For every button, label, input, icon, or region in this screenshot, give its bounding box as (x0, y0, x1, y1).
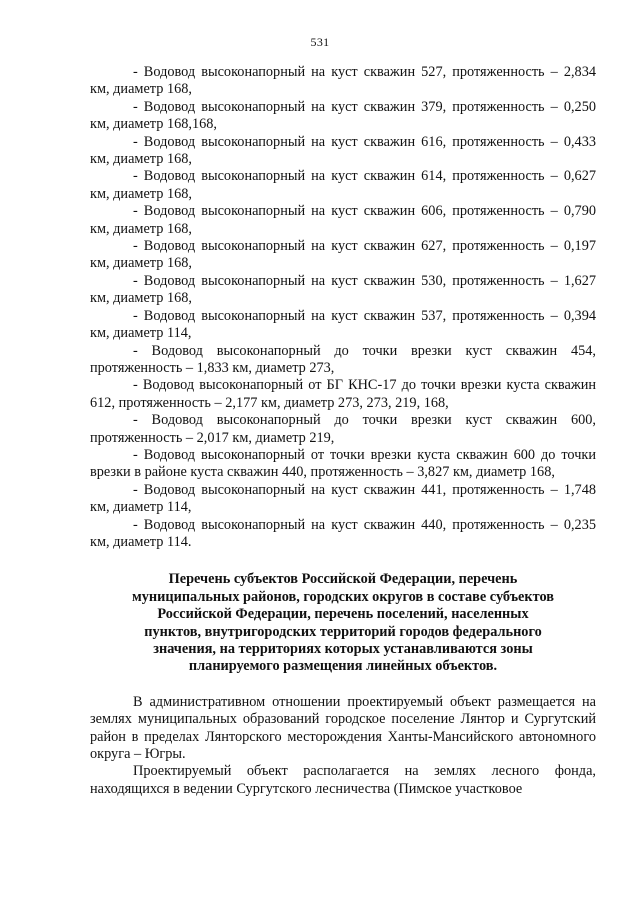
body-paragraph: Проектируемый объект располагается на землях лесного фонда, находящихся в ведении Сургутского лесничества (Пимское участковое (90, 763, 596, 797)
list-item: - Водовод высоконапорный от точки врезки куста скважин 600 до точки врезки в районе куста скважин 440, протяженность – 3,827 км, диаметр 168, (90, 446, 596, 481)
list-item: - Водовод высоконапорный на куст скважин 440, протяженность – 0,235 км, диаметр 114. (90, 516, 596, 550)
list-item: - Водовод высоконапорный на куст скважин 537, протяженность – 0,394 км, диаметр 114, (90, 307, 596, 342)
pipeline-list (90, 64, 596, 551)
list-item: - Водовод высоконапорный на куст скважин 616, протяженность – 0,433 км, диаметр 168, (90, 133, 596, 168)
page-number: 531 (310, 35, 330, 49)
list-item: - Водовод высоконапорный на куст скважин 441, протяженность – 1,748 км, диаметр 114, (90, 481, 596, 516)
list-item: - Водовод высоконапорный на куст скважин 627, протяженность – 0,197 км, диаметр 168, (90, 238, 596, 272)
list-item: - Водовод высоконапорный на куст скважин 606, протяженность – 0,790 км, диаметр 168, (90, 203, 596, 237)
heading-line: Российской Федерации, перечень поселений, населенных (157, 606, 529, 623)
list-item: - Водовод высоконапорный на куст скважин 379, протяженность – 0,250 км, диаметр 168,168, (90, 98, 596, 133)
list-item: - Водовод высоконапорный до точки врезки куст скважин 454, протяженность – 1,833 км, диаметр 273, (90, 342, 596, 376)
heading-line: пунктов, внутригородских территорий городов федерального (144, 623, 542, 640)
document-body (90, 64, 596, 798)
list-item: - Водовод высоконапорный от БГ КНС-17 до точки врезки куста скважин 612, протяженность – 2,177 км, диаметр 273, 273, 219, 168, (90, 377, 596, 411)
heading-line: значения, на территориях которых устанавливаются зоны (153, 641, 533, 657)
list-item: - Водовод высоконапорный до точки врезки куст скважин 600, протяженность – 2,017 км, диаметр 219, (90, 412, 596, 446)
heading-line: муниципальных районов, городских округов в составе субъектов (131, 588, 554, 605)
list-item: - Водовод высоконапорный на куст скважин 614, протяженность – 0,627 км, диаметр 168, (90, 168, 596, 202)
heading-line: планируемого размещения линейных объектов. (188, 658, 498, 675)
list-item: - Водовод высоконапорный на куст скважин 527, протяженность – 2,834 км, диаметр 168, (90, 64, 596, 98)
section-heading (123, 571, 563, 675)
list-item: - Водовод высоконапорный на куст скважин 530, протяженность – 1,627 км, диаметр 168, (90, 272, 596, 307)
heading-line: Перечень субъектов Российской Федерации, перечень (168, 571, 518, 588)
body-paragraph: В административном отношении проектируемый объект размещается на землях муниципальных образований городское поселение Лянтор и Сургутский район в пределах Лянторского месторождения Ханты-Мансийского автономного округа – Югры. (90, 693, 596, 763)
